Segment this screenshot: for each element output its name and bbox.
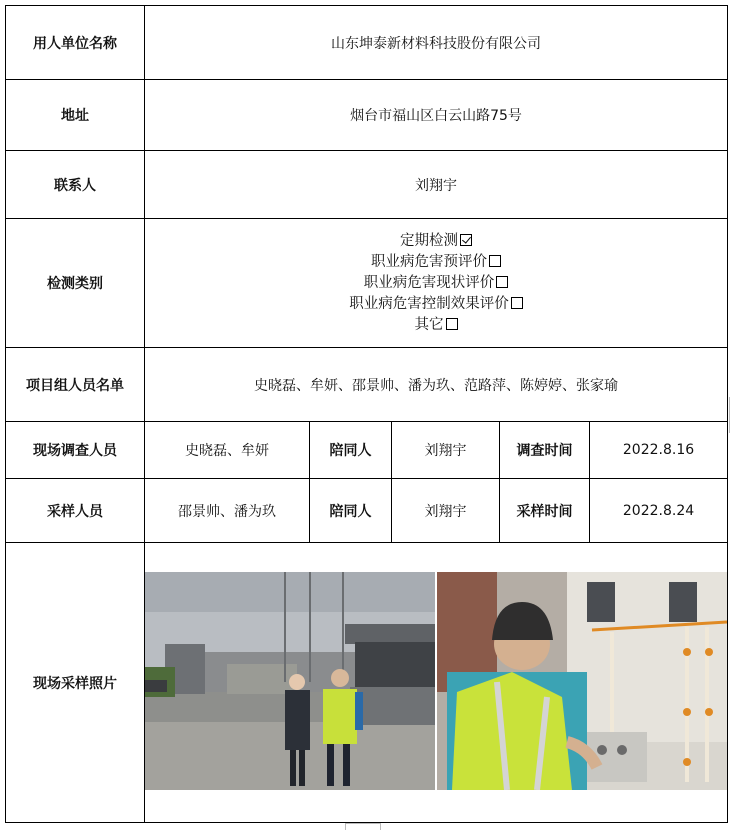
on-site-sampling-photo bbox=[437, 572, 727, 790]
employer-value: 山东坤泰新材料科技股份有限公司 bbox=[145, 6, 728, 80]
team-value: 史晓磊、牟妍、邵景帅、潘为玖、范路萍、陈婷婷、张家瑜 bbox=[145, 348, 728, 422]
detection-options bbox=[145, 219, 728, 348]
option-pre-eval-text: 职业病危害预评价 bbox=[371, 253, 488, 270]
option-other bbox=[145, 315, 727, 336]
contact-label: 联系人 bbox=[6, 151, 145, 219]
photos-row bbox=[6, 543, 728, 823]
unchecked-box-icon bbox=[496, 276, 508, 288]
sampling-row bbox=[6, 479, 728, 543]
survey-label: 现场调查人员 bbox=[6, 422, 145, 479]
sampling-escort: 刘翔宇 bbox=[392, 479, 500, 543]
sampling-escort-label: 陪同人 bbox=[310, 479, 392, 543]
option-control-eval-text: 职业病危害控制效果评价 bbox=[349, 295, 509, 312]
survey-row bbox=[6, 422, 728, 479]
checked-box-icon bbox=[460, 234, 472, 246]
contact-row bbox=[6, 151, 728, 219]
unchecked-box-icon bbox=[446, 318, 458, 330]
address-value: 烟台市福山区白云山路75号 bbox=[145, 80, 728, 151]
survey-escort: 刘翔宇 bbox=[392, 422, 500, 479]
employer-label: 用人单位名称 bbox=[6, 6, 145, 80]
contact-value: 刘翔宇 bbox=[145, 151, 728, 219]
address-label: 地址 bbox=[6, 80, 145, 151]
option-status-eval-text: 职业病危害现状评价 bbox=[363, 274, 495, 291]
option-other-text: 其它 bbox=[414, 316, 444, 333]
photos-label: 现场采样照片 bbox=[6, 543, 145, 823]
sampling-time: 2022.8.24 bbox=[590, 479, 728, 543]
sampling-record-table bbox=[5, 5, 728, 823]
employer-row bbox=[6, 6, 728, 80]
team-label: 项目组人员名单 bbox=[6, 348, 145, 422]
sampling-time-label: 采样时间 bbox=[500, 479, 590, 543]
option-periodic-text: 定期检测 bbox=[400, 232, 459, 249]
option-status-eval bbox=[145, 273, 727, 294]
site-gate-photo bbox=[145, 572, 435, 790]
page-side-mark bbox=[729, 397, 733, 433]
option-pre-eval bbox=[145, 252, 727, 273]
unchecked-box-icon bbox=[511, 297, 523, 309]
address-row bbox=[6, 80, 728, 151]
option-control-eval bbox=[145, 294, 727, 315]
survey-time-label: 调查时间 bbox=[500, 422, 590, 479]
survey-escort-label: 陪同人 bbox=[310, 422, 392, 479]
detection-row bbox=[6, 219, 728, 348]
survey-time: 2022.8.16 bbox=[590, 422, 728, 479]
detection-label: 检测类别 bbox=[6, 219, 145, 348]
unchecked-box-icon bbox=[489, 255, 501, 267]
option-periodic bbox=[145, 231, 727, 252]
photos-cell bbox=[145, 543, 728, 823]
team-row bbox=[6, 348, 728, 422]
survey-value: 史晓磊、牟妍 bbox=[145, 422, 310, 479]
sampling-value: 邵景帅、潘为玖 bbox=[145, 479, 310, 543]
sampling-label: 采样人员 bbox=[6, 479, 145, 543]
